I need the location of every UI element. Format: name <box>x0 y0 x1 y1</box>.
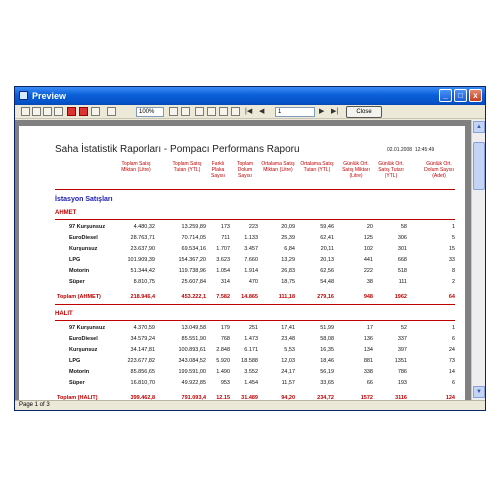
table-cell: 470 <box>248 279 258 285</box>
column-header: Toplam Satış Tutarı (YTL) <box>172 161 202 173</box>
table-cell: 1.133 <box>244 235 258 241</box>
table-cell: 17,41 <box>281 325 295 331</box>
table-row <box>55 277 455 287</box>
table-cell: 18,46 <box>320 358 334 364</box>
title-bar[interactable] <box>15 87 485 105</box>
table-cell: 33,65 <box>320 380 334 386</box>
table-cell: 8.810,75 <box>133 279 155 285</box>
table-cell: 6 <box>451 336 455 342</box>
column-header: Ortalama Satış Miktarı (Litre) <box>261 161 295 173</box>
fuel-type: Motorin <box>69 268 90 274</box>
table-cell: 881 <box>363 358 373 364</box>
fuel-type: Kurşunsuz <box>69 246 98 252</box>
table-cell: 125 <box>363 235 373 241</box>
table-cell: 441 <box>363 257 373 263</box>
zoom-out-icon[interactable] <box>169 107 178 116</box>
preview-area[interactable] <box>15 120 485 400</box>
edit-icon[interactable] <box>231 107 240 116</box>
report-date: 02.01.2008 <box>387 147 413 153</box>
total-row <box>55 393 455 400</box>
table-cell: 70.714,05 <box>181 235 206 241</box>
total-divider <box>55 304 455 305</box>
table-cell: 18,75 <box>281 279 295 285</box>
table-cell: 73 <box>448 358 455 364</box>
table-cell: 2.848 <box>216 347 230 353</box>
table-cell: 58,08 <box>320 336 334 342</box>
table-cell: 69.534,16 <box>181 246 206 252</box>
column-header: Günlük Ort. Dolum Sayısı (Adet) <box>424 161 454 179</box>
table-cell: 2 <box>451 279 455 285</box>
table-cell: 38 <box>366 279 373 285</box>
vertical-scrollbar[interactable] <box>471 120 485 400</box>
table-cell: 26,83 <box>281 268 295 274</box>
table-cell: 953 <box>220 380 230 386</box>
table-cell: 52 <box>400 325 407 331</box>
page-info: Page 1 of 3 <box>19 402 50 408</box>
table-row <box>55 233 455 243</box>
table-cell: 66 <box>366 380 373 386</box>
table-cell: 20,11 <box>320 246 334 252</box>
table-cell: 179 <box>220 325 230 331</box>
report-datetime <box>387 147 434 153</box>
zoom-in-icon[interactable] <box>181 107 190 116</box>
table-cell: 397 <box>397 347 407 353</box>
table-cell: 8 <box>451 268 455 274</box>
app-icon <box>19 91 28 100</box>
table-cell: 343.084,52 <box>178 358 206 364</box>
table-cell: 134 <box>363 347 373 353</box>
table-cell: 16.810,70 <box>130 380 155 386</box>
table-cell: 5 <box>451 235 455 241</box>
table-cell: 6.171 <box>244 347 258 353</box>
table-row <box>55 334 455 344</box>
table-cell: 222 <box>363 268 373 274</box>
table-cell: 51.344,42 <box>130 268 155 274</box>
page-number-input[interactable]: 1 <box>275 107 315 117</box>
table-cell: 193 <box>397 380 407 386</box>
table-cell: 453.222,1 <box>181 294 206 300</box>
table-cell: 223.677,82 <box>127 358 155 364</box>
table-cell: 786 <box>397 369 407 375</box>
fuel-type: EuroDiesel <box>69 235 98 241</box>
export-icon[interactable] <box>54 107 63 116</box>
fuel-type: 97 Kurşunsuz <box>69 325 106 331</box>
fuel-type: Motorin <box>69 369 90 375</box>
first-page-button[interactable]: |◀ <box>245 108 253 115</box>
next-page-button[interactable]: ▶ <box>319 108 325 115</box>
table-cell: 59,46 <box>320 224 334 230</box>
table-cell: 136 <box>363 336 373 342</box>
group-divider <box>55 219 455 220</box>
table-cell: 12,03 <box>281 358 295 364</box>
table-cell: 20,13 <box>320 257 334 263</box>
fuel-type: LPG <box>69 257 81 263</box>
table-cell: 1.454 <box>244 380 258 386</box>
table-cell: 948 <box>363 294 373 300</box>
table-cell: 34.147,81 <box>130 347 155 353</box>
total-label: Toplam (AHMET) <box>57 294 101 300</box>
column-header: Günlük Ort. Satış Tutarı (YTL) <box>378 161 404 179</box>
status-bar <box>15 400 485 410</box>
table-row <box>55 323 455 333</box>
table-row <box>55 255 455 265</box>
table-cell: 1572 <box>360 395 373 400</box>
fuel-type: 97 Kurşunsuz <box>69 224 106 230</box>
table-cell: 54,48 <box>320 279 334 285</box>
table-cell: 1 <box>451 224 455 230</box>
table-cell: 34.579,24 <box>130 336 155 342</box>
table-cell: 6,84 <box>284 246 295 252</box>
table-cell: 101.909,39 <box>127 257 155 263</box>
table-cell: 58 <box>400 224 407 230</box>
table-cell: 1.490 <box>216 369 230 375</box>
maximize-button[interactable]: □ <box>454 89 467 102</box>
table-cell: 31.489 <box>241 395 258 400</box>
column-header: Günlük Ort. Satış Miktarı (Litre) <box>342 161 370 179</box>
table-cell: 7.582 <box>216 294 230 300</box>
table-cell: 25.607,84 <box>181 279 206 285</box>
column-header: Farklı Plaka Sayısı <box>211 161 225 179</box>
fuel-type: Süper <box>69 380 85 386</box>
table-cell: 5,53 <box>284 347 295 353</box>
table-cell: 199.591,00 <box>178 369 206 375</box>
fuel-type: EuroDiesel <box>69 336 98 342</box>
fuel-type: LPG <box>69 358 81 364</box>
prev-page-button[interactable]: ◀ <box>259 108 265 115</box>
table-cell: 17 <box>366 325 373 331</box>
table-cell: 18.588 <box>241 358 258 364</box>
table-cell: 711 <box>221 235 230 241</box>
table-cell: 768 <box>220 336 230 342</box>
table-cell: 337 <box>397 336 407 342</box>
table-cell: 1962 <box>394 294 407 300</box>
table-cell: 223 <box>248 224 258 230</box>
table-cell: 5.920 <box>216 358 230 364</box>
zoom-icon[interactable] <box>107 107 116 116</box>
table-cell: 1.054 <box>216 268 230 274</box>
total-label: Toplam (HALIT) <box>57 395 98 400</box>
table-cell: 111 <box>398 279 407 285</box>
table-cell: 14 <box>448 369 455 375</box>
total-row <box>55 292 455 302</box>
table-cell: 64 <box>448 294 455 300</box>
save-icon[interactable] <box>43 107 52 116</box>
column-header: Toplam Satış Miktarı (Litre) <box>121 161 151 173</box>
table-cell: 4.370,59 <box>133 325 155 331</box>
table-cell: 154.367,20 <box>178 257 206 263</box>
table-cell: 306 <box>397 235 407 241</box>
two-pages-icon[interactable] <box>207 107 216 116</box>
table-cell: 218.946,4 <box>130 294 155 300</box>
table-cell: 119.738,96 <box>178 268 206 274</box>
table-row <box>55 266 455 276</box>
table-cell: 13.259,89 <box>181 224 206 230</box>
table-cell: 23.637,90 <box>130 246 155 252</box>
header-divider <box>55 189 455 190</box>
table-cell: 16,35 <box>320 347 334 353</box>
table-cell: 49.922,85 <box>181 380 206 386</box>
group-name: AHMET <box>55 210 77 216</box>
table-cell: 279,16 <box>317 294 334 300</box>
table-cell: 85.856,65 <box>130 369 155 375</box>
table-cell: 13,29 <box>281 257 295 263</box>
table-cell: 111,18 <box>278 294 295 300</box>
scroll-up-icon[interactable]: ▲ <box>473 121 485 133</box>
table-cell: 25,39 <box>281 235 295 241</box>
table-row <box>55 345 455 355</box>
table-cell: 23,48 <box>281 336 295 342</box>
table-cell: 234,72 <box>317 395 334 400</box>
table-cell: 6 <box>451 380 455 386</box>
table-cell: 51,99 <box>320 325 334 331</box>
table-cell: 12.15 <box>216 395 230 400</box>
table-cell: 1.473 <box>244 336 258 342</box>
preview-window <box>14 86 486 411</box>
minimize-button[interactable]: _ <box>439 89 452 102</box>
table-cell: 1351 <box>394 358 407 364</box>
table-cell: 3.623 <box>216 257 230 263</box>
table-row <box>55 244 455 254</box>
table-cell: 791.093,4 <box>181 395 206 400</box>
table-cell: 62,41 <box>320 235 334 241</box>
table-cell: 301 <box>397 246 407 252</box>
group-divider <box>55 320 455 321</box>
table-cell: 4.480,32 <box>133 224 155 230</box>
zoom-select[interactable]: 100% <box>136 107 164 117</box>
table-cell: 62,56 <box>320 268 334 274</box>
table-cell: 251 <box>248 325 258 331</box>
table-cell: 14.865 <box>241 294 258 300</box>
pdf-icon[interactable] <box>67 107 76 116</box>
table-cell: 7.660 <box>244 257 258 263</box>
table-cell: 24 <box>448 347 455 353</box>
report-title: Saha İstatistik Raporları - Pompacı Performans Raporu <box>55 144 300 155</box>
table-cell: 173 <box>220 224 230 230</box>
last-page-button[interactable]: ▶| <box>331 108 339 115</box>
table-cell: 3.457 <box>244 246 258 252</box>
table-cell: 102 <box>363 246 373 252</box>
table-cell: 668 <box>397 257 407 263</box>
section-title: İstasyon Satışları <box>55 196 113 203</box>
table-cell: 11,57 <box>281 380 295 386</box>
table-cell: 124 <box>445 395 455 400</box>
print-icon[interactable] <box>21 107 30 116</box>
table-cell: 518 <box>397 268 407 274</box>
table-cell: 15 <box>448 246 455 252</box>
table-cell: 33 <box>448 257 455 263</box>
fuel-type: Süper <box>69 279 85 285</box>
close-button[interactable]: Close <box>346 106 382 118</box>
table-cell: 20 <box>366 224 373 230</box>
scroll-down-icon[interactable]: ▼ <box>473 386 485 398</box>
group-name: HALIT <box>55 311 73 317</box>
single-page-icon[interactable] <box>195 107 204 116</box>
table-cell: 314 <box>220 279 230 285</box>
column-header: Ortalama Satış Tutarı (YTL) <box>300 161 334 173</box>
window-title: Preview <box>32 91 67 101</box>
table-row <box>55 222 455 232</box>
close-window-button[interactable]: x <box>469 89 482 102</box>
toolbar <box>15 105 485 119</box>
table-row <box>55 378 455 388</box>
table-cell: 28.763,71 <box>130 235 155 241</box>
table-cell: 3116 <box>395 395 407 400</box>
multi-page-icon[interactable] <box>219 107 228 116</box>
scroll-thumb[interactable] <box>473 142 485 190</box>
fuel-type: Kurşunsuz <box>69 347 98 353</box>
table-row <box>55 356 455 366</box>
table-cell: 100.893,61 <box>178 347 206 353</box>
table-cell: 85.551,90 <box>181 336 206 342</box>
table-cell: 1.914 <box>244 268 258 274</box>
mail-icon[interactable] <box>79 107 88 116</box>
table-cell: 24,17 <box>281 369 295 375</box>
table-cell: 20,09 <box>281 224 295 230</box>
table-cell: 1 <box>451 325 455 331</box>
table-row <box>55 367 455 377</box>
table-cell: 399.462,8 <box>130 395 155 400</box>
report-page <box>19 126 465 400</box>
table-cell: 338 <box>363 369 373 375</box>
find-icon[interactable] <box>91 107 100 116</box>
report-time: 12:45:49 <box>414 147 435 153</box>
table-cell: 1.707 <box>216 246 230 252</box>
table-cell: 13.049,58 <box>181 325 206 331</box>
table-cell: 56,19 <box>320 369 334 375</box>
open-icon[interactable] <box>32 107 41 116</box>
table-cell: 94,20 <box>281 395 295 400</box>
table-cell: 3.552 <box>244 369 258 375</box>
column-header: Toplam Dolum Sayısı <box>236 161 254 179</box>
